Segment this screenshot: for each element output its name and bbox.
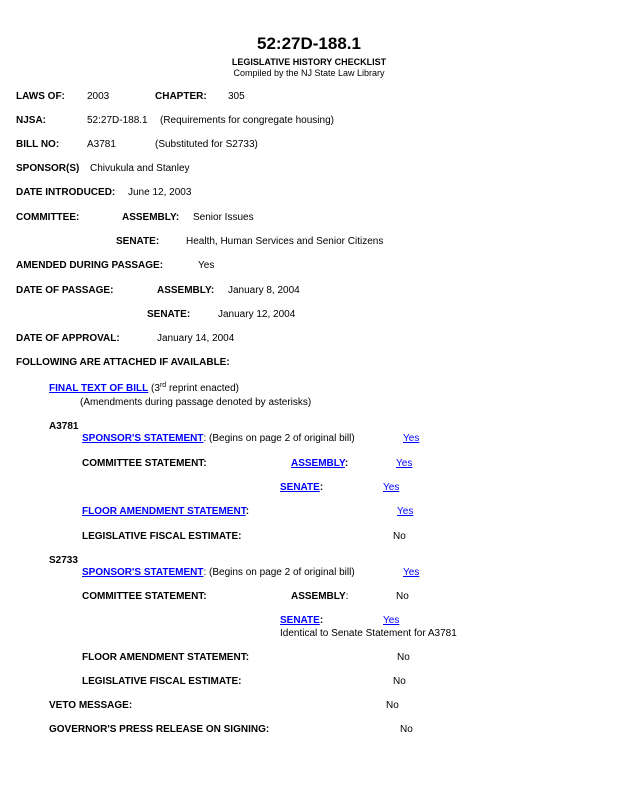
governor-label: GOVERNOR'S PRESS RELEASE ON SIGNING:	[49, 724, 270, 735]
date-of-approval-label: DATE OF APPROVAL:	[16, 333, 120, 344]
s2733-senate-yes-link[interactable]: Yes	[383, 615, 400, 626]
s2733-assembly-value: No	[396, 591, 409, 602]
veto-value: No	[386, 700, 399, 711]
s2733-sponsor-statement-link[interactable]: SPONSOR'S STATEMENT	[82, 567, 204, 578]
a3781-sponsor-yes-link[interactable]: Yes	[403, 433, 420, 444]
a3781-committee-label: COMMITTEE STATEMENT:	[82, 458, 207, 469]
final-text-link[interactable]: FINAL TEXT OF BILL	[49, 383, 149, 394]
chapter-value: 305	[228, 91, 245, 102]
bill-no-value: A3781	[87, 139, 116, 150]
a3781-floor-yes-link[interactable]: Yes	[397, 506, 414, 517]
bill-no-note: (Substituted for S2733)	[155, 139, 258, 150]
passage-assembly-label: ASSEMBLY:	[157, 285, 215, 296]
laws-of-label: LAWS OF:	[16, 91, 65, 102]
page-subtitle: LEGISLATIVE HISTORY CHECKLIST	[231, 57, 387, 67]
a3781-senate-line: SENATE:	[280, 482, 324, 493]
s2733-senate-link[interactable]: SENATE	[280, 615, 320, 626]
date-introduced-label: DATE INTRODUCED:	[16, 187, 116, 198]
a3781-assembly-yes-link[interactable]: Yes	[396, 458, 413, 469]
final-text-paren-open: (3	[148, 383, 160, 394]
sponsors-label: SPONSOR(S)	[16, 163, 80, 174]
s2733-assembly-line: ASSEMBLY:	[291, 591, 349, 602]
governor-value: No	[400, 724, 413, 735]
final-text-paren-rest: reprint enacted)	[166, 383, 239, 394]
a3781-sponsor-note: : (Begins on page 2 of original bill)	[203, 433, 355, 444]
date-introduced-value: June 12, 2003	[128, 187, 192, 198]
njsa-note: (Requirements for congregate housing)	[160, 115, 334, 126]
committee-senate-value: Health, Human Services and Senior Citizens	[186, 236, 384, 247]
committee-assembly-label: ASSEMBLY:	[122, 212, 180, 223]
a3781-sponsor-line	[82, 433, 355, 445]
a3781-senate-yes-link[interactable]: Yes	[383, 482, 400, 493]
compiled-by: Compiled by the NJ State Law Library	[233, 68, 385, 78]
date-of-passage-label: DATE OF PASSAGE:	[16, 285, 114, 296]
veto-label: VETO MESSAGE:	[49, 700, 133, 711]
s2733-assembly-label: ASSEMBLY	[291, 591, 346, 602]
s2733-floor-value: No	[397, 652, 410, 663]
a3781-assembly-link[interactable]: ASSEMBLY	[291, 458, 345, 469]
s2733-heading: S2733	[49, 555, 78, 566]
s2733-senate-line: SENATE:	[280, 615, 324, 626]
page-title: 52:27D-188.1	[257, 34, 361, 53]
s2733-fiscal-value: No	[393, 676, 406, 687]
final-text-line	[49, 383, 239, 395]
date-of-approval-value: January 14, 2004	[157, 333, 235, 344]
s2733-senate-note: Identical to Senate Statement for A3781	[280, 628, 457, 639]
a3781-sponsor-statement-link[interactable]: SPONSOR'S STATEMENT	[82, 433, 204, 444]
passage-senate-label: SENATE:	[147, 309, 191, 320]
bill-no-label: BILL NO:	[16, 139, 60, 150]
committee-label: COMMITTEE:	[16, 212, 80, 223]
s2733-sponsor-yes-link[interactable]: Yes	[403, 567, 420, 578]
laws-of-value: 2003	[87, 91, 110, 102]
committee-assembly-value: Senior Issues	[193, 212, 254, 223]
a3781-floor-amendment-link[interactable]: FLOOR AMENDMENT STATEMENT	[82, 506, 246, 517]
passage-senate-value: January 12, 2004	[218, 309, 296, 320]
chapter-label: CHAPTER:	[155, 91, 207, 102]
s2733-floor-label: FLOOR AMENDMENT STATEMENT:	[82, 652, 250, 663]
a3781-senate-link[interactable]: SENATE	[280, 482, 320, 493]
amendments-note: (Amendments during passage denoted by asterisks)	[80, 397, 312, 408]
committee-senate-label: SENATE:	[116, 236, 160, 247]
a3781-fiscal-value: No	[393, 531, 406, 542]
a3781-floor-line: FLOOR AMENDMENT STATEMENT:	[82, 506, 250, 517]
attachments-heading: FOLLOWING ARE ATTACHED IF AVAILABLE:	[16, 357, 230, 368]
njsa-label: NJSA:	[16, 115, 47, 126]
s2733-sponsor-note: : (Begins on page 2 of original bill)	[203, 567, 355, 578]
a3781-assembly-line: ASSEMBLY:	[291, 458, 349, 469]
s2733-sponsor-line	[82, 567, 355, 579]
njsa-value: 52:27D-188.1	[87, 115, 148, 126]
passage-assembly-value: January 8, 2004	[228, 285, 300, 296]
sponsors-value: Chivukula and Stanley	[90, 163, 190, 174]
amended-value: Yes	[198, 260, 215, 271]
amended-label: AMENDED DURING PASSAGE:	[16, 260, 164, 271]
a3781-fiscal-label: LEGISLATIVE FISCAL ESTIMATE:	[82, 531, 242, 542]
a3781-heading: A3781	[49, 421, 79, 432]
s2733-fiscal-label: LEGISLATIVE FISCAL ESTIMATE:	[82, 676, 242, 687]
final-text-sup: rd	[159, 382, 167, 389]
s2733-committee-label: COMMITTEE STATEMENT:	[82, 591, 207, 602]
